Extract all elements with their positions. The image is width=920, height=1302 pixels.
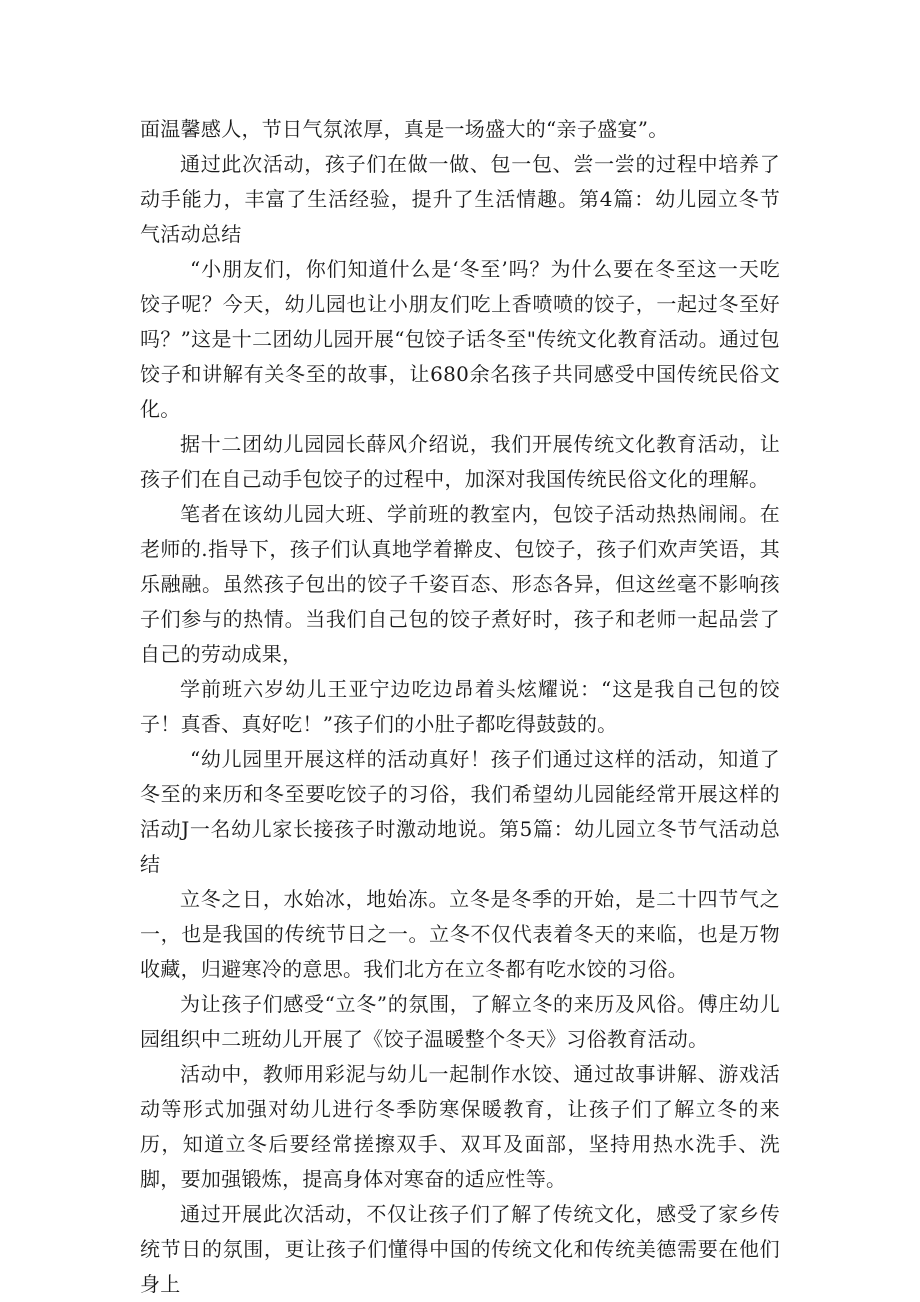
paragraph-8: 立冬之日，水始冰，地始冻。立冬是冬季的开始，是二十四节气之一，也是我国的传统节日之一。立冬不仅代表着冬天的来临，也是万物收藏，归避寒冷的意思。我们北方在立冬都有吃水饺的习俗。 <box>140 887 780 981</box>
paragraph-2: 通过此次活动，孩子们在做一做、包一包、尝一尝的过程中培养了动手能力，丰富了生活经验，提升了生活情趣。第4篇：幼儿园立冬节气活动总结 <box>140 152 780 246</box>
paragraph-3: “小朋友们，你们知道什么是‘冬至’吗？为什么要在冬至这一天吃饺子呢？今天，幼儿园也让小朋友们吃上香喷喷的饺子，一起过冬至好吗？”这是十二团幼儿园开展“包饺子话冬至"传统文化教育活动。通过包饺子和讲解有关冬至的故事，让680余名孩子共同感受中国传统民俗文化。 <box>140 257 780 421</box>
paragraph-6: 学前班六岁幼儿王亚宁边吃边昂着头炫耀说：“这是我自己包的饺子！真香、真好吃！”孩子们的小肚子都吃得鼓鼓的。 <box>140 677 780 736</box>
document-page <box>140 112 780 1302</box>
paragraph-5: 笔者在该幼儿园大班、学前班的教室内，包饺子活动热热闹闹。在老师的.指导下，孩子们认真地学着擀皮、包饺子，孩子们欢声笑语，其乐融融。虽然孩子包出的饺子千姿百态、形态各异，但这丝毫不影响孩子们参与的热情。当我们自己包的饺子煮好时，孩子和老师一起品尝了自己的劳动成果， <box>140 502 780 666</box>
paragraph-11: 通过开展此次活动，不仅让孩子们了解了传统文化，感受了家乡传统节日的氛围，更让孩子们懂得中国的传统文化和传统美德需要在他们身上 <box>140 1202 780 1296</box>
paragraph-7: “幼儿园里开展这样的活动真好！孩子们通过这样的活动，知道了冬至的来历和冬至要吃饺子的习俗，我们希望幼儿园能经常开展这样的活动J一名幼儿家长接孩子时激动地说。第5篇：幼儿园立冬节气活动总结 <box>140 747 780 876</box>
paragraph-9: 为让孩子们感受“立冬”的氛围，了解立冬的来历及风俗。傅庄幼儿园组织中二班幼儿开展了《饺子温暖整个冬天》习俗教育活动。 <box>140 992 780 1051</box>
paragraph-1: 面温馨感人，节日气氛浓厚，真是一场盛大的“亲子盛宴”。 <box>140 117 669 141</box>
paragraph-10: 活动中，教师用彩泥与幼儿一起制作水饺、通过故事讲解、游戏活动等形式加强对幼儿进行冬季防寒保暖教育，让孩子们了解立冬的来历，知道立冬后要经常搓擦双手、双耳及面部，坚持用热水洗手、洗脚，要加强锻炼，提高身体对寒奋的适应性等。 <box>140 1062 780 1191</box>
paragraph-4: 据十二团幼儿园园长薛风介绍说，我们开展传统文化教育活动，让孩子们在自己动手包饺子的过程中，加深对我国传统民俗文化的理解。 <box>140 432 780 491</box>
